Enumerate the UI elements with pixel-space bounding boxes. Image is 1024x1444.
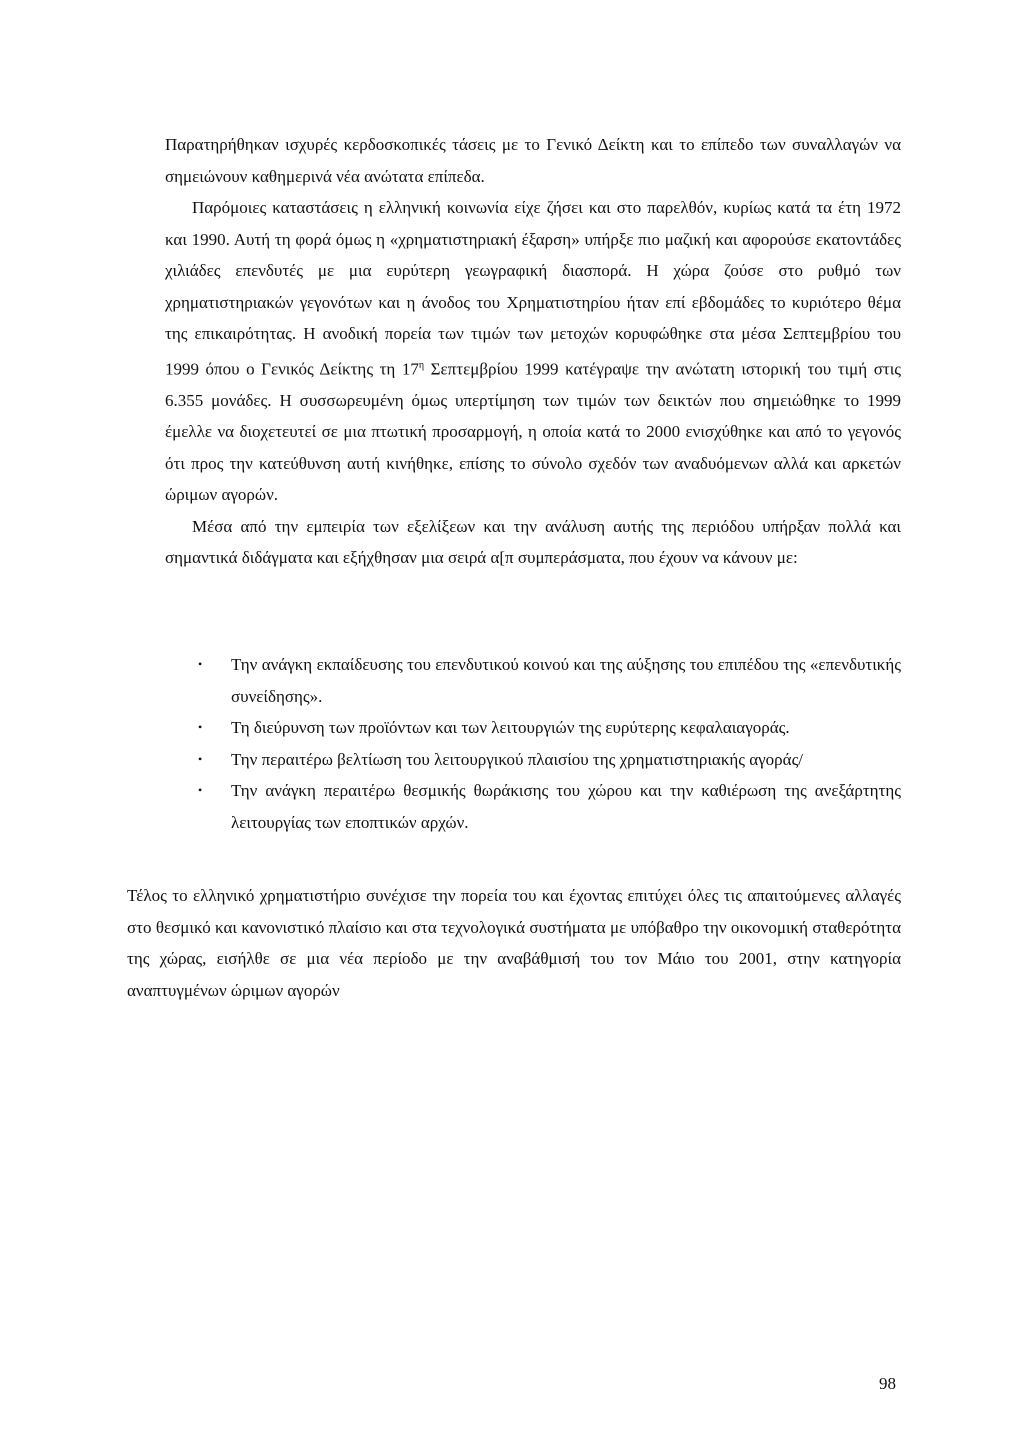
paragraph-lessons: Μέσα από την εμπειρία των εξελίξεων και την ανάλυση αυτής της περιόδου υπήρξαν πολλά και σημαντικά διδάγματα και εξήχθησαν μια σειρά α[π συμπεράσματα, που έχουν να κάνουν με: [165,516,901,568]
paragraph-history-part1: Παρόμοιες καταστάσεις η ελληνική κοινωνία είχε ζήσει και στο παρελθόν, κυρίως κατά τα έτη 1972 και 1990. Αυτή τη φορά όμως η «χρηματιστηριακή έξαρση» υπήρξε πιο μαζική και αφορούσε εκατοντάδες χιλιάδες επενδυτές με μια ευρύτερη γεωγραφική διασπορά. Η χώρα ζούσε στο ρυθμό των χρηματιστηριακών γεγονότων και η άνοδος του Χρηματιστηρίου ήταν επί εβδομάδες το κυριότερο θέμα της επικαιρότητας. Η ανοδική πορεία των τιμών των μετοχών κορυφώθηκε στα μέσα Σεπτεμβρίου του 1999 όπου ο Γενικός Δείκτης τη 17 [165,198,901,379]
list-item-text: Την ανάγκη εκπαίδευσης του επενδυτικού κοινού και της αύξησης του επιπέδου της «επενδυτικής συνείδησης». [231,655,901,706]
bullet-icon: • [198,751,203,766]
list-item [165,649,901,712]
paragraph-history [165,192,901,511]
closing-paragraph: Τέλος το ελληνικό χρηματιστήριο συνέχισε την πορεία του και έχοντας επιτύχει όλες τις απαιτούμενες αλλαγές στο θεσμικό και κανονιστικό πλαίσιο και στα τεχνολογικά συστήματα με υπόβαθρο την οικονομική σταθερότητα της χώρας, εισήλθε σε μια νέα περίοδο με την αναβάθμισή του τον Μάιο του 2001, στην κατηγορία αναπτυγμένων ώριμων αγορών [127,886,901,1000]
list-item [165,775,901,838]
list-item-text: Την περαιτέρω βελτίωση του λειτουργικού πλαισίου της χρηματιστηριακής αγοράς/ [231,749,804,769]
bullet-icon: • [198,657,203,671]
list-item-text: Τη διεύρυνση των προϊόντων και των λειτουργιών της ευρύτερης κεφαλαιαγοράς. [231,718,790,737]
lessons-bullet-list [165,649,901,838]
bullet-icon: • [198,783,203,797]
paragraph-speculation: Παρατηρήθηκαν ισχυρές κερδοσκοπικές τάσεις με το Γενικό Δείκτη και το επίπεδο των συναλλαγών να σημειώνουν καθημερινά νέα ανώτατα επίπεδα. [165,135,901,186]
bullet-icon: • [198,720,203,734]
list-item [165,712,901,744]
page-number: 98 [879,1374,896,1393]
ordinal-superscript: η [418,359,425,371]
body-text-block [165,129,901,574]
paragraph-history-part2: Σεπτεμβρίου 1999 κατέγραψε την ανώτατη ιστορική του τιμή στις 6.355 μονάδες. Η συσσωρευμένη όμως υπερτίμηση των τιμών των δεικτών που σημειώθηκε το 1999 έμελλε να διοχετευτεί σε μια πτωτική προσαρμογή, η οποία κατά το 2000 ενισχύθηκε και από το γεγονός ότι προς την κατεύθυνση αυτή κινήθηκε, επίσης το σύνολο σχεδόν των αναδυόμενων αλλά και αρκετών ώριμων αγορών. [165,359,901,505]
list-item [165,744,901,776]
list-item-text: Την ανάγκη περαιτέρω θεσμικής θωράκισης του χώρου και την καθιέρωση της ανεξάρτητης λειτουργίας των εποπτικών αρχών. [231,781,901,832]
